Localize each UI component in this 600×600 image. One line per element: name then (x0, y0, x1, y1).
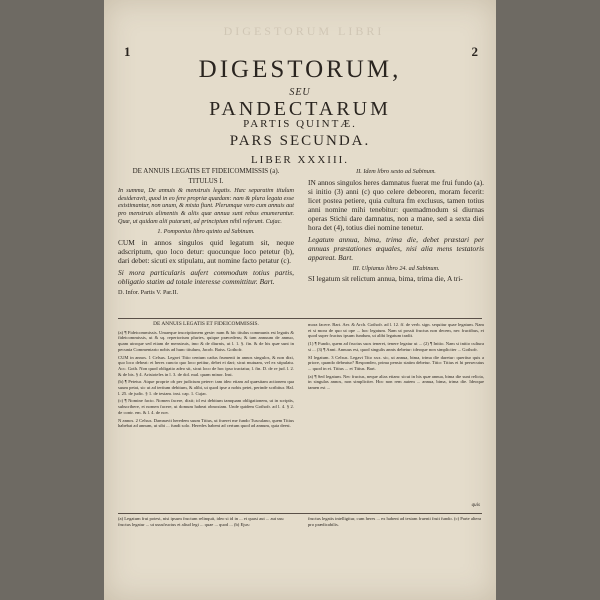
seu-line: SEU (289, 87, 311, 98)
partis-line: PARTIS QUINTÆ. (243, 118, 357, 130)
fragment-heading: III. Ulpianus libro 24. ad Sabinum. (352, 264, 440, 272)
fragment-text: SI legatum sit relictum annua, bima, trima die, A tri- (308, 274, 463, 284)
fragment-text: CUM in annos singulos quid legatum sit, neque adscriptum, quo loco detur: quocunque loco petetur (b), dari debet: sicuti ex stipulatu, aut nomine facto petatur (c). (118, 237, 294, 265)
commentary-paragraph: (a) ¶ Sed legatum. Nec fructus, neque alias etiam: sicut in his quæ annua, bima die sunt relicta, in singulas annos, non simpliciter. Hoc non rem autem ... annua, bima, trima die. Ideoque tamen est ... (308, 373, 484, 391)
catchword: quis (471, 503, 480, 508)
commentary-right (308, 322, 484, 393)
commentary-paragraph: (1) ¶ Fundo, quem ad fructus suos teneret, tenere legatur ut ... (2) ¶ Initio. Nam si initio cultura si ... (3) ¶ Anni. Annuus est, quod singulis annis debetur: ideoque non simpliciter ... Gothofr. (308, 341, 484, 352)
liber-line: LIBER XXXIII. (250, 154, 350, 166)
subtitle-pandectarum: PANDECTARUM (209, 98, 391, 120)
signature-mark: D. Infor. Partis V. Par.II. (118, 288, 179, 296)
fragment-rule: Si mora particularis aufert commodum totius partis, obligatio statim ad totale interesse committitur. Bart. (118, 267, 294, 286)
fragment-heading: II. Idem libro sexto ad Sabinum. (356, 168, 436, 175)
left-column (118, 168, 294, 299)
titulus-label: TITULUS I. (188, 176, 224, 185)
commentary-paragraph: (a) ¶ Fideicommissis. Umaeque inscriptionem geste: nam & hic titulus communis est legatis & fideicommissis, ut & sq. repertorium pluries, quique præcedens; & tam annuum de annuo, quam utroque sed etiam de menstruis, imo & de diurnis, ut l. 1. §. fin. & de his quæ sunt in pecunia Commentario nobis ad hunc titulum, Jacob. Baiss. Gothofr. (118, 329, 294, 352)
section-heading: DE ANNUIS LEGATIS ET FIDEICOMMISSIS (a). (132, 167, 280, 175)
divider-rule (118, 318, 482, 319)
fragment-text: IN annos singulos heres damnatus fuerat me frui fundo (a). si initio (3) anni (c) quo celere debeoren, moram fecerit: licet postea petiere, quia cultura fm exclusus, tamen totius anni nomine mihi tenebitur: quemadmodum si diurnas operas Stichi dare damnatus, non a mane, sed a sexta diei hora det (4), totius diei nomine tenetur. (308, 177, 484, 232)
title-summary: In summa, De annuis & menstruis legatis. Hæc separatim titulum desideravit, quod in eo fere propriæ quædam: nam & plura legata esse existimantur, non unum, & mixta fiunt. Plerumque vero cum annuis aut pro menstruis alimentis & aliis quæ annua sunt rebus enumerantur. Quæ, ut quidam alii putarunt, ad principium nihil referunt. Cujac. (118, 187, 294, 225)
commentary-paragraph: (b) ¶ Petetur. Atque proprie ob per judicium petere: tam ideo etiam ad quæsitam actionem qua suum petat, sic ut ad tertium debitum, & alibi, ut quod ipse a nobis petet, perinde scribitur. Hal. l. 25. de judic. § 1. de testam. inst. cap. 1. Cujac. (118, 379, 294, 396)
main-title: DIGESTORUM, (198, 56, 402, 83)
commentary-paragraph: mora facere. Bart. Aer. & Arch. Gothofr. ad l. 12. ff. de verb. sign. sequitur quae legatum. Nam et si mora de quo ut ope ... hoc legatum. Nam ut possit fructus non decem, nec fructibus, et quod super fructus ipsum fundum, ut alibi legatum tradit. (308, 322, 484, 339)
show-through-text: DIGESTORUM LIBRI (223, 24, 385, 38)
fragment-heading: 1. Pomponius libro quinto ad Sabinum. (157, 228, 255, 236)
commentary-paragraph: CUM in annos. 1 Celsus. Legavi Titio centum cadus frumenti in annos singulos, & non dixi, quo loco debeat: et heres cuncto quo loco petitur, debet ei dari; sicut mutuam, vel ex stipulatu. Acc. Goth. Non quod obligatio adeo sit, sicut loco de hoc ipso tractatur, l. fin. D. de re jud. l. 2. & de bis. § 4. Aristoteles in l. 3. de dol. mal. quam minor. Inst. (118, 354, 294, 377)
footnote-right: fructus legatis intelligitur, cum heres ... ex habent ad testam fruenti fruit fundo. (c) Parte altera pro prædicabilis. (308, 516, 482, 527)
page-number-right: 2 (471, 44, 478, 59)
commentary-left (118, 322, 294, 431)
pars-line: PARS SECUNDA. (229, 133, 371, 149)
footnote-rule (118, 513, 482, 514)
commentary-heading: DE ANNUIS LEGATIS ET FIDEICOMMISSIS. (153, 321, 259, 327)
right-column (308, 168, 484, 286)
page-number-left: 1 (124, 44, 131, 59)
book-page (104, 0, 496, 600)
commentary-paragraph: N annos. 2 Celsus. Damnavit heredem suum Titius, ut fraeret me fundo Tusculano, quem Titius habebat ad annum, ut sibi ... fundi solo. Heredes habent ad certum quod ad annum, quia deest. (118, 417, 294, 429)
commentary-paragraph: (c) ¶ Nomine facto. Nomen facere, dixit; id est debitum tamquam obligationem, ut in scriptis, subscribere, et nomen facere, ut domum habeat obnoxiam. Unde quidem Gothofr. ad l. 4. § 2. de contr. em. & l. 4. de nov. (118, 398, 294, 415)
commentary-paragraph: SI legatum. 3 Celsus. Legavi Tito xxx. sic, ut annua, bima, trima die daretur: queritur quis a priore, quando debeatur? Respondeo, prima pensio statim debetur. Titio: Titius ei hi persecutus ... quod in ei. Titius ... et Titius. Bart. (308, 354, 484, 371)
footnote-left: (a) Legatum frui potest, nisi ipsum fructum relinquit, ideo si id in ... et quasi aut ... aut usu fructus legatur ... ut ususfructus et aliud legi ... quae ... quod ... (b) Ejus: (118, 516, 284, 527)
fragment-rule: Legatum annua, bima, trima die, debet præstari per annuas præstationes æquales, nisi alia mens testatoris appareat. Bart. (308, 234, 484, 262)
